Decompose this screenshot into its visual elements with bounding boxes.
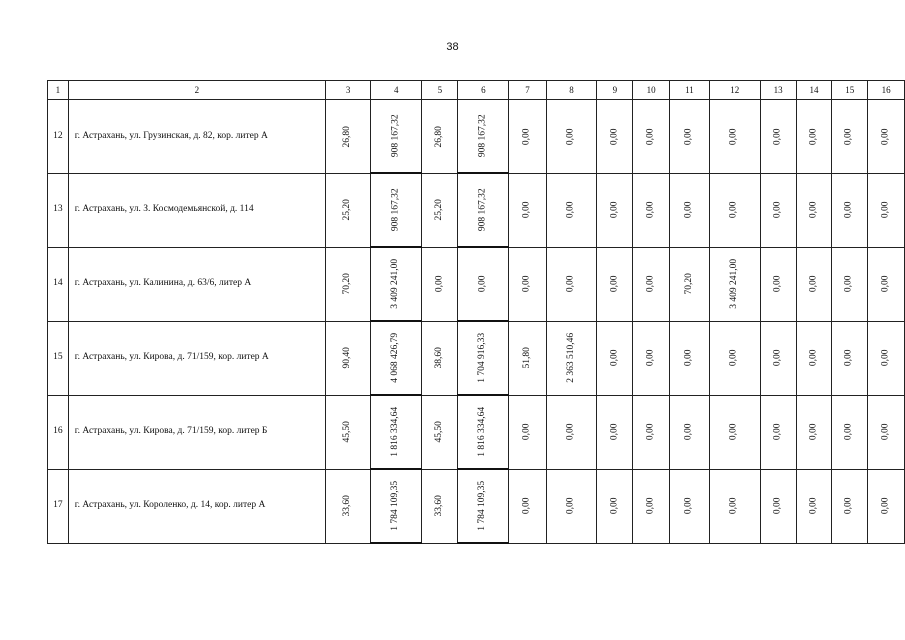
value-text: 0,00 <box>565 497 576 515</box>
value-cell <box>709 100 760 174</box>
value-text: 0,00 <box>683 423 694 441</box>
value-cell <box>796 469 832 543</box>
value-cell <box>546 247 597 321</box>
value-cell <box>422 100 458 174</box>
value-cell <box>832 469 868 543</box>
value-cell <box>546 100 597 174</box>
value-cell <box>371 247 422 321</box>
value-text: 0,00 <box>609 127 620 145</box>
value-text: 3 409 241,00 <box>390 259 401 309</box>
value-cell <box>509 100 546 174</box>
value-cell <box>669 321 709 395</box>
value-text: 4 068 426,79 <box>390 333 401 383</box>
value-cell <box>597 321 633 395</box>
value-text: 0,00 <box>645 423 656 441</box>
value-text: 0,00 <box>880 349 891 367</box>
value-text: 0,00 <box>808 497 819 515</box>
value-text: 51,80 <box>521 347 532 369</box>
value-cell <box>371 100 422 174</box>
value-text: 0,00 <box>880 201 891 219</box>
value-cell <box>796 321 832 395</box>
address-cell: г. Астрахань, ул. Грузинская, д. 82, кор. литер А <box>68 100 325 174</box>
value-cell <box>868 173 905 247</box>
value-text: 2 363 510,46 <box>565 333 576 383</box>
row-number: 16 <box>48 395 69 469</box>
column-header: 2 <box>68 81 325 100</box>
value-cell <box>669 469 709 543</box>
column-header: 4 <box>371 81 422 100</box>
value-cell <box>832 395 868 469</box>
value-cell <box>868 100 905 174</box>
row-number: 13 <box>48 173 69 247</box>
value-cell <box>760 321 796 395</box>
value-cell <box>597 395 633 469</box>
value-cell <box>546 173 597 247</box>
value-text: 0,00 <box>808 275 819 293</box>
value-text: 0,00 <box>521 275 532 293</box>
value-text: 0,00 <box>844 275 855 293</box>
value-cell <box>509 469 546 543</box>
value-cell <box>796 173 832 247</box>
value-cell <box>458 469 509 543</box>
value-cell <box>760 247 796 321</box>
value-text: 0,00 <box>565 275 576 293</box>
value-cell <box>371 173 422 247</box>
value-cell <box>458 395 509 469</box>
value-cell <box>760 100 796 174</box>
value-cell <box>633 173 670 247</box>
value-text: 0,00 <box>772 127 783 145</box>
value-text: 25,20 <box>434 199 445 221</box>
row-number: 12 <box>48 100 69 174</box>
column-header: 5 <box>422 81 458 100</box>
value-cell <box>633 100 670 174</box>
value-text: 0,00 <box>772 275 783 293</box>
value-text: 0,00 <box>645 127 656 145</box>
value-text: 0,00 <box>844 201 855 219</box>
value-text: 0,00 <box>729 349 740 367</box>
value-cell <box>709 469 760 543</box>
value-cell <box>546 321 597 395</box>
value-text: 70,20 <box>342 273 353 295</box>
value-cell <box>458 321 509 395</box>
value-text: 0,00 <box>808 127 819 145</box>
value-cell <box>709 173 760 247</box>
column-header: 1 <box>48 81 69 100</box>
value-cell <box>868 247 905 321</box>
value-cell <box>509 247 546 321</box>
column-header: 12 <box>709 81 760 100</box>
value-cell <box>796 100 832 174</box>
column-header: 16 <box>868 81 905 100</box>
table-row <box>48 100 905 174</box>
value-text: 25,20 <box>342 199 353 221</box>
column-header: 15 <box>832 81 868 100</box>
value-cell <box>371 395 422 469</box>
value-text: 0,00 <box>844 349 855 367</box>
value-text: 3 409 241,00 <box>729 259 740 309</box>
value-text: 70,20 <box>683 273 694 295</box>
value-cell <box>868 321 905 395</box>
value-text: 908 167,32 <box>390 114 401 158</box>
value-text: 0,00 <box>808 201 819 219</box>
value-cell <box>509 321 546 395</box>
value-text: 0,00 <box>609 275 620 293</box>
value-text: 45,50 <box>342 421 353 443</box>
column-header: 6 <box>458 81 509 100</box>
value-cell <box>669 247 709 321</box>
value-text: 0,00 <box>880 497 891 515</box>
value-text: 0,00 <box>609 349 620 367</box>
value-cell <box>832 247 868 321</box>
value-cell <box>760 395 796 469</box>
value-text: 0,00 <box>880 423 891 441</box>
value-cell <box>546 395 597 469</box>
value-cell <box>597 100 633 174</box>
value-cell <box>633 321 670 395</box>
value-cell <box>796 395 832 469</box>
value-cell <box>796 247 832 321</box>
value-cell <box>832 100 868 174</box>
address-cell: г. Астрахань, ул. Кирова, д. 71/159, кор. литер А <box>68 321 325 395</box>
column-header: 13 <box>760 81 796 100</box>
value-text: 0,00 <box>808 423 819 441</box>
value-cell <box>709 395 760 469</box>
address-cell: г. Астрахань, ул. Калинина, д. 63/6, литер А <box>68 247 325 321</box>
value-text: 0,00 <box>565 127 576 145</box>
value-cell <box>422 395 458 469</box>
value-text: 0,00 <box>880 127 891 145</box>
value-cell <box>326 173 371 247</box>
value-text: 0,00 <box>772 349 783 367</box>
column-header: 8 <box>546 81 597 100</box>
value-text: 0,00 <box>521 423 532 441</box>
header-row <box>48 81 905 100</box>
value-text: 0,00 <box>844 497 855 515</box>
value-cell <box>371 321 422 395</box>
row-number: 14 <box>48 247 69 321</box>
table-row <box>48 247 905 321</box>
value-text: 0,00 <box>645 349 656 367</box>
value-text: 0,00 <box>434 275 445 293</box>
table-row <box>48 395 905 469</box>
value-text: 1 784 109,35 <box>477 481 488 531</box>
value-text: 0,00 <box>729 127 740 145</box>
row-number: 17 <box>48 469 69 543</box>
value-text: 0,00 <box>609 201 620 219</box>
value-cell <box>326 100 371 174</box>
value-cell <box>633 247 670 321</box>
data-table <box>47 80 905 544</box>
value-text: 0,00 <box>729 201 740 219</box>
value-text: 1 704 916,33 <box>477 333 488 383</box>
value-text: 0,00 <box>477 275 488 293</box>
page-number: 38 <box>446 41 459 53</box>
value-text: 0,00 <box>772 497 783 515</box>
column-header: 7 <box>509 81 546 100</box>
value-cell <box>760 173 796 247</box>
value-cell <box>633 395 670 469</box>
value-text: 0,00 <box>683 497 694 515</box>
value-text: 0,00 <box>683 349 694 367</box>
value-text: 0,00 <box>844 423 855 441</box>
value-text: 0,00 <box>521 201 532 219</box>
value-cell <box>509 173 546 247</box>
column-header: 14 <box>796 81 832 100</box>
value-text: 0,00 <box>645 497 656 515</box>
value-text: 0,00 <box>772 201 783 219</box>
value-cell <box>597 173 633 247</box>
value-text: 908 167,32 <box>390 188 401 232</box>
value-text: 0,00 <box>645 275 656 293</box>
value-cell <box>868 469 905 543</box>
column-header: 10 <box>633 81 670 100</box>
value-cell <box>669 100 709 174</box>
value-cell <box>633 469 670 543</box>
value-cell <box>760 469 796 543</box>
value-text: 26,80 <box>434 125 445 147</box>
value-text: 0,00 <box>609 423 620 441</box>
value-text: 0,00 <box>683 127 694 145</box>
value-text: 45,50 <box>434 421 445 443</box>
address-cell: г. Астрахань, ул. Короленко, д. 14, кор. литер А <box>68 469 325 543</box>
value-text: 0,00 <box>808 349 819 367</box>
column-header: 11 <box>669 81 709 100</box>
value-cell <box>832 173 868 247</box>
value-text: 0,00 <box>565 423 576 441</box>
column-header: 3 <box>326 81 371 100</box>
value-cell <box>458 100 509 174</box>
value-text: 0,00 <box>521 497 532 515</box>
value-text: 1 816 334,64 <box>477 407 488 457</box>
column-header: 9 <box>597 81 633 100</box>
value-text: 0,00 <box>880 275 891 293</box>
value-cell <box>669 395 709 469</box>
value-text: 33,60 <box>434 495 445 517</box>
value-cell <box>709 247 760 321</box>
value-cell <box>422 469 458 543</box>
value-text: 0,00 <box>729 497 740 515</box>
value-cell <box>422 173 458 247</box>
value-text: 0,00 <box>609 497 620 515</box>
value-cell <box>422 321 458 395</box>
address-cell: г. Астрахань, ул. Кирова, д. 71/159, кор. литер Б <box>68 395 325 469</box>
value-text: 0,00 <box>772 423 783 441</box>
value-cell <box>371 469 422 543</box>
value-cell <box>669 173 709 247</box>
table-row <box>48 173 905 247</box>
value-cell <box>868 395 905 469</box>
value-cell <box>832 321 868 395</box>
value-cell <box>509 395 546 469</box>
value-text: 0,00 <box>844 127 855 145</box>
value-text: 0,00 <box>565 201 576 219</box>
table-row <box>48 321 905 395</box>
table-row <box>48 469 905 543</box>
value-cell <box>458 247 509 321</box>
address-cell: г. Астрахань, ул. З. Космодемьянской, д. 114 <box>68 173 325 247</box>
value-text: 0,00 <box>729 423 740 441</box>
value-cell <box>546 469 597 543</box>
value-cell <box>326 321 371 395</box>
value-cell <box>326 247 371 321</box>
value-cell <box>326 395 371 469</box>
value-cell <box>326 469 371 543</box>
value-text: 38,60 <box>434 347 445 369</box>
row-number: 15 <box>48 321 69 395</box>
value-text: 90,40 <box>342 347 353 369</box>
value-text: 0,00 <box>521 127 532 145</box>
value-cell <box>709 321 760 395</box>
value-text: 0,00 <box>683 201 694 219</box>
value-text: 0,00 <box>645 201 656 219</box>
value-cell <box>597 247 633 321</box>
value-cell <box>458 173 509 247</box>
value-cell <box>422 247 458 321</box>
value-text: 908 167,32 <box>477 188 488 232</box>
value-text: 33,60 <box>342 495 353 517</box>
value-text: 908 167,32 <box>477 114 488 158</box>
value-text: 26,80 <box>342 125 353 147</box>
value-text: 1 816 334,64 <box>390 407 401 457</box>
value-cell <box>597 469 633 543</box>
value-text: 1 784 109,35 <box>390 481 401 531</box>
